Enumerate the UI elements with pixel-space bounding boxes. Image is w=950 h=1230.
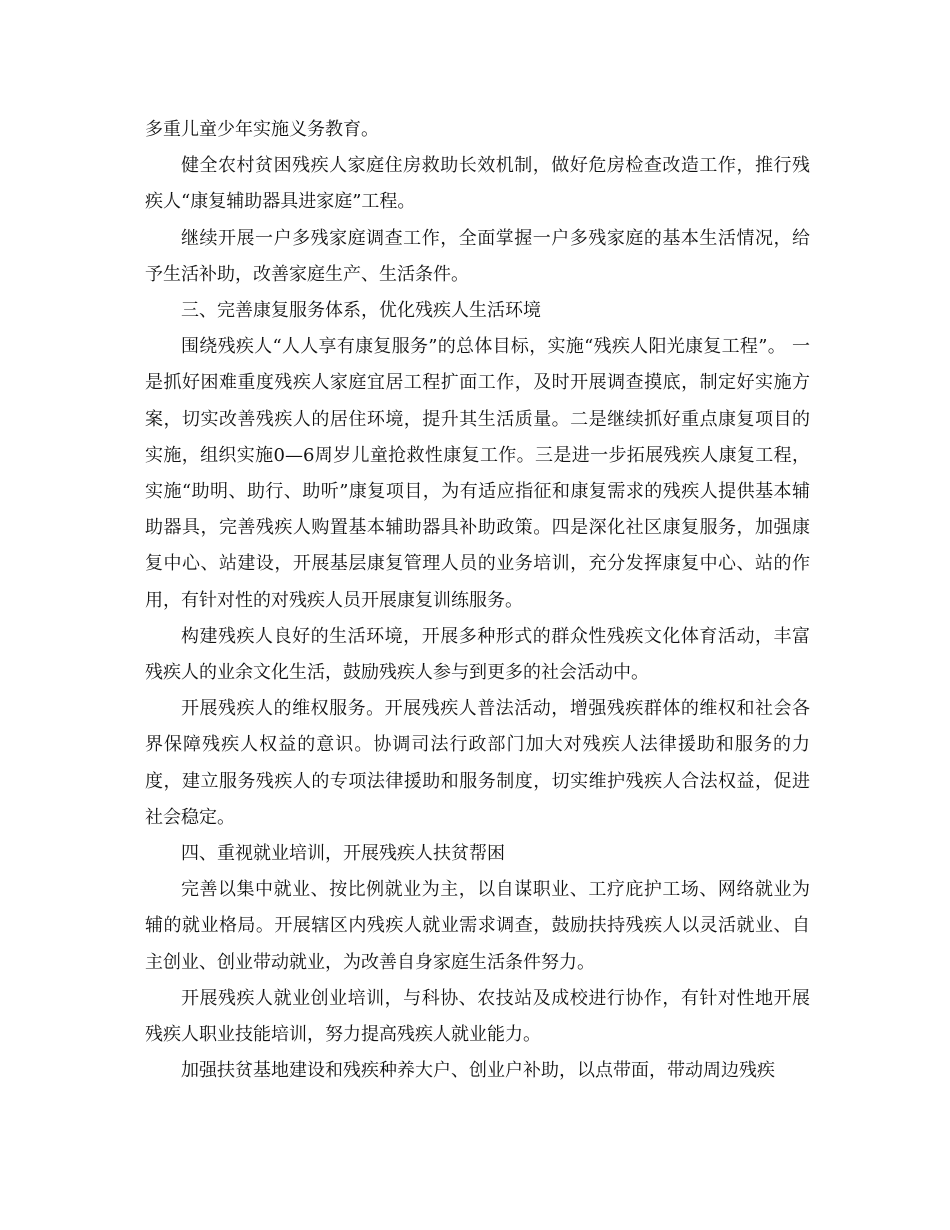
paragraph-training: 开展残疾人就业创业培训，与科协、农技站及成校进行协作，有针对性地开展残疾人职业技能培训，努力提高残疾人就业能力。: [145, 987, 810, 1046]
paragraph-multi-disabled-families: 继续开展一户多残家庭调查工作，全面掌握一户多残家庭的基本生活情况，给予生活补助，改善家庭生产、生活条件。: [145, 227, 810, 285]
paragraph-rights-protection: 开展残疾人的维权服务。开展残疾人普法活动，增强残疾群体的维权和社会各界保障残疾人权益的意识。协调司法行政部门加大对残疾人法律援助和服务的力度，建立服务残疾人的专项法律援助和服务制度，切实维护残疾人合法权益，促进社会稳定。: [145, 698, 810, 828]
paragraph-housing-aid: 健全农村贫困残疾人家庭住房救助长效机制，做好危房检查改造工作，推行残疾人“康复辅助器具进家庭”工程。: [145, 155, 810, 213]
paragraph-continuation: 多重儿童少年实施义务教育。: [145, 119, 379, 140]
paragraph-poverty-base: 加强扶贫基地建设和残疾种养大户、创业户补助，以点带面，带动周边残疾: [181, 1060, 775, 1082]
paragraph-employment-pattern: 完善以集中就业、按比例就业为主，以自谋职业、工疗庇护工场、网络就业为辅的就业格局。开展辖区内残疾人就业需求调查，鼓励扶持残疾人以灵活就业、自主创业、创业带动就业，为改善自身家庭生活条件努力。: [145, 879, 810, 973]
paragraph-living-environment: 构建残疾人良好的生活环境，开展多种形式的群众性残疾文化体育活动，丰富残疾人的业余文化生活，鼓励残疾人参与到更多的社会活动中。: [145, 625, 810, 684]
section-heading-employment: 四、重视就业培训，开展残疾人扶贫帮困: [181, 843, 505, 865]
paragraph-sunshine-rehab: 围绕残疾人“人人享有康复服务”的总体目标，实施“残疾人阳光康复工程”。 一是抓好困难重度残疾人家庭宜居工程扩面工作，及时开展调查摸底，制定好实施方案，切实改善残疾人的居住环境，提升其生活质量。二是继续抓好重点康复项目的实施，组织实施0—6周岁儿童抢救性康复工作。三是进一步拓展残疾人康复工程，实施“助明、助行、助听”康复项目，为有适应指征和康复需求的残疾人提供基本辅助器具，完善残疾人购置基本辅助器具补助政策。四是深化社区康复服务，加强康复中心、站建设，开展基层康复管理人员的业务培训，充分发挥康复中心、站的作用，有针对性的对残疾人员开展康复训练服务。: [145, 336, 810, 611]
document-page: [145, 112, 810, 1089]
section-heading-rehabilitation: 三、完善康复服务体系，优化残疾人生活环境: [181, 300, 541, 322]
